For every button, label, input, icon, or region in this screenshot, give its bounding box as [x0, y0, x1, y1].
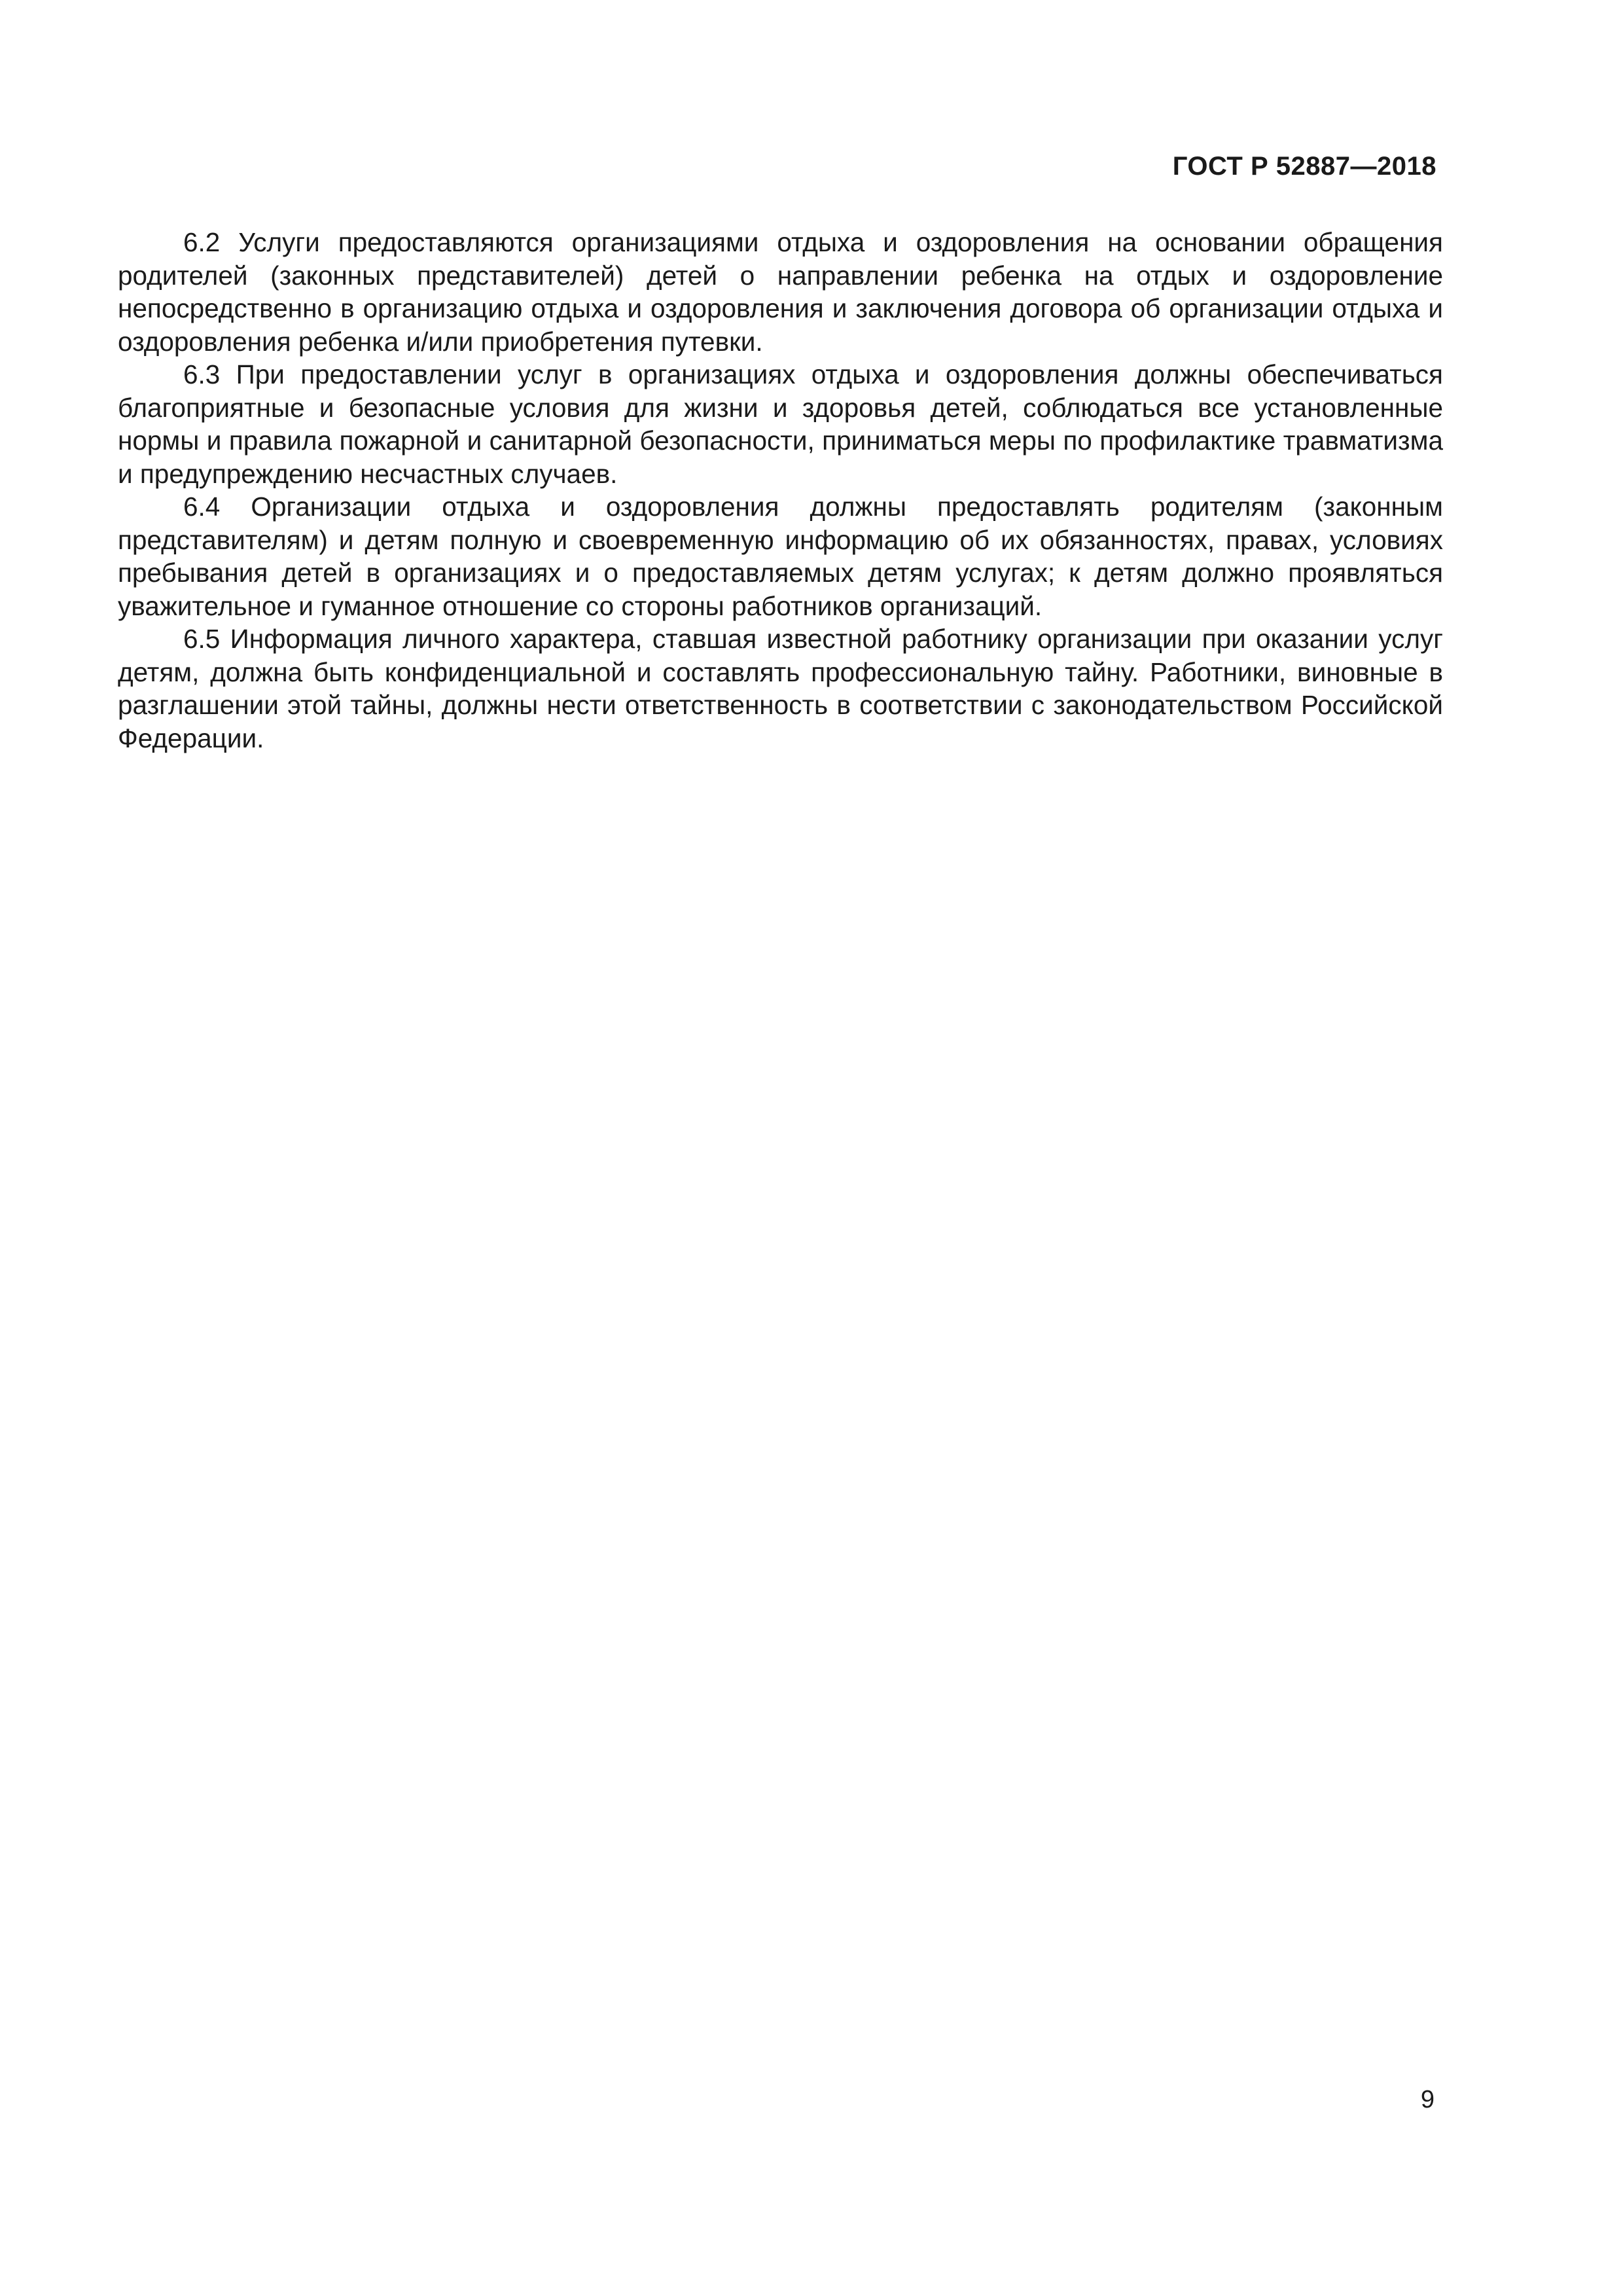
paragraph-6-5: 6.5 Информация личного характера, ставшая известной работнику организации при оказании услуг детям, должна быть конфиденциальной и составлять профессиональную тайну. Работники, виновные в разглашении этой тайны, должны нести ответственность в соответствии с законодательством Российской Федерации. — [118, 624, 1443, 753]
paragraph-6-4: 6.4 Организации отдыха и оздоровления должны предоставлять родителям (законным представителям) и детям полную и своевременную информацию об их обязанностях, правах, условиях пребывания детей в организациях и о предоставляемых детям услугах; к детям должно проявляться уважительное и гуманное отношение со стороны работников организаций. — [118, 492, 1443, 621]
paragraph-6-2: 6.2 Услуги предоставляются организациями отдыха и оздоровления на основании обращения родителей (законных представителей) детей о направлении ребенка на отдых и оздоровление непосредственно в организацию отдыха и оздоровления и заключения договора об организации отдыха и оздоровления ребенка и/или приобретения путевки. — [118, 227, 1443, 357]
paragraph-6-3: 6.3 При предоставлении услуг в организациях отдыха и оздоровления должны обеспечиваться благоприятные и безопасные условия для жизни и здоровья детей, соблюдаться все установленные нормы и правила пожарной и санитарной безопасности, приниматься меры по профилактике травматизма и предупреждению несчастных случаев. — [118, 359, 1443, 489]
body-text — [118, 226, 1443, 755]
page-number: 9 — [1420, 2086, 1435, 2113]
standard-code-header: ГОСТ Р 52887—2018 — [1172, 152, 1436, 181]
